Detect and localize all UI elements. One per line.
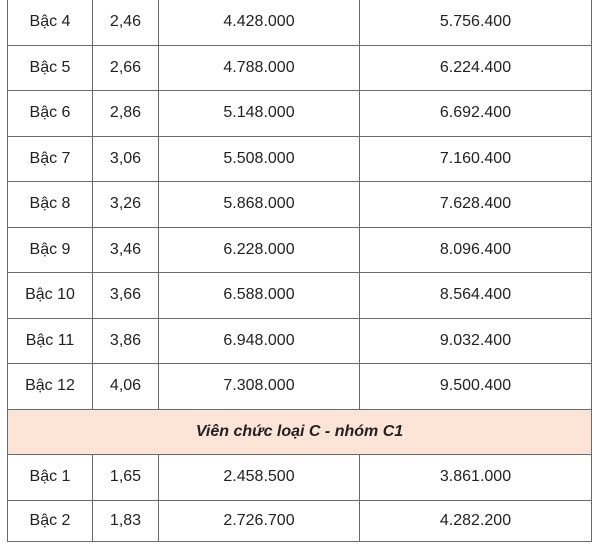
table-row [8, 91, 592, 137]
table-row [8, 273, 592, 319]
salary-cell: 5.148.000 [159, 91, 360, 137]
salary-cell: 2.458.500 [159, 455, 360, 501]
group-header-row [8, 409, 592, 455]
rank-cell: Bậc 12 [8, 364, 93, 410]
rank-cell: Bậc 7 [8, 136, 93, 182]
salary-table-body [8, 0, 592, 541]
rank-cell: Bậc 6 [8, 91, 93, 137]
salary-cell: 2.726.700 [159, 500, 360, 541]
coefficient-cell: 1,65 [93, 455, 159, 501]
table-row [8, 136, 592, 182]
rank-cell: Bậc 4 [8, 0, 93, 45]
table-row [8, 227, 592, 273]
table-row [8, 455, 592, 501]
coefficient-cell: 3,46 [93, 227, 159, 273]
coefficient-cell: 1,83 [93, 500, 159, 541]
coefficient-cell: 4,06 [93, 364, 159, 410]
new-salary-cell: 6.692.400 [360, 91, 592, 137]
coefficient-cell: 3,26 [93, 182, 159, 228]
salary-table [7, 0, 592, 542]
salary-cell: 5.868.000 [159, 182, 360, 228]
rank-cell: Bậc 11 [8, 318, 93, 364]
coefficient-cell: 2,66 [93, 45, 159, 91]
new-salary-cell: 8.564.400 [360, 273, 592, 319]
table-row [8, 364, 592, 410]
table-row [8, 0, 592, 45]
salary-cell: 6.588.000 [159, 273, 360, 319]
new-salary-cell: 5.756.400 [360, 0, 592, 45]
rank-cell: Bậc 1 [8, 455, 93, 501]
new-salary-cell: 9.500.400 [360, 364, 592, 410]
salary-cell: 4.428.000 [159, 0, 360, 45]
rank-cell: Bậc 9 [8, 227, 93, 273]
group-header-cell: Viên chức loại C - nhóm C1 [8, 409, 592, 455]
new-salary-cell: 3.861.000 [360, 455, 592, 501]
new-salary-cell: 7.160.400 [360, 136, 592, 182]
table-row [8, 318, 592, 364]
coefficient-cell: 2,46 [93, 0, 159, 45]
rank-cell: Bậc 8 [8, 182, 93, 228]
new-salary-cell: 6.224.400 [360, 45, 592, 91]
coefficient-cell: 3,06 [93, 136, 159, 182]
new-salary-cell: 9.032.400 [360, 318, 592, 364]
new-salary-cell: 4.282.200 [360, 500, 592, 541]
coefficient-cell: 3,86 [93, 318, 159, 364]
coefficient-cell: 2,86 [93, 91, 159, 137]
salary-cell: 4.788.000 [159, 45, 360, 91]
rank-cell: Bậc 5 [8, 45, 93, 91]
salary-cell: 6.228.000 [159, 227, 360, 273]
new-salary-cell: 8.096.400 [360, 227, 592, 273]
table-row [8, 182, 592, 228]
rank-cell: Bậc 2 [8, 500, 93, 541]
new-salary-cell: 7.628.400 [360, 182, 592, 228]
salary-cell: 6.948.000 [159, 318, 360, 364]
rank-cell: Bậc 10 [8, 273, 93, 319]
table-row [8, 45, 592, 91]
coefficient-cell: 3,66 [93, 273, 159, 319]
table-row [8, 500, 592, 541]
salary-cell: 5.508.000 [159, 136, 360, 182]
salary-cell: 7.308.000 [159, 364, 360, 410]
